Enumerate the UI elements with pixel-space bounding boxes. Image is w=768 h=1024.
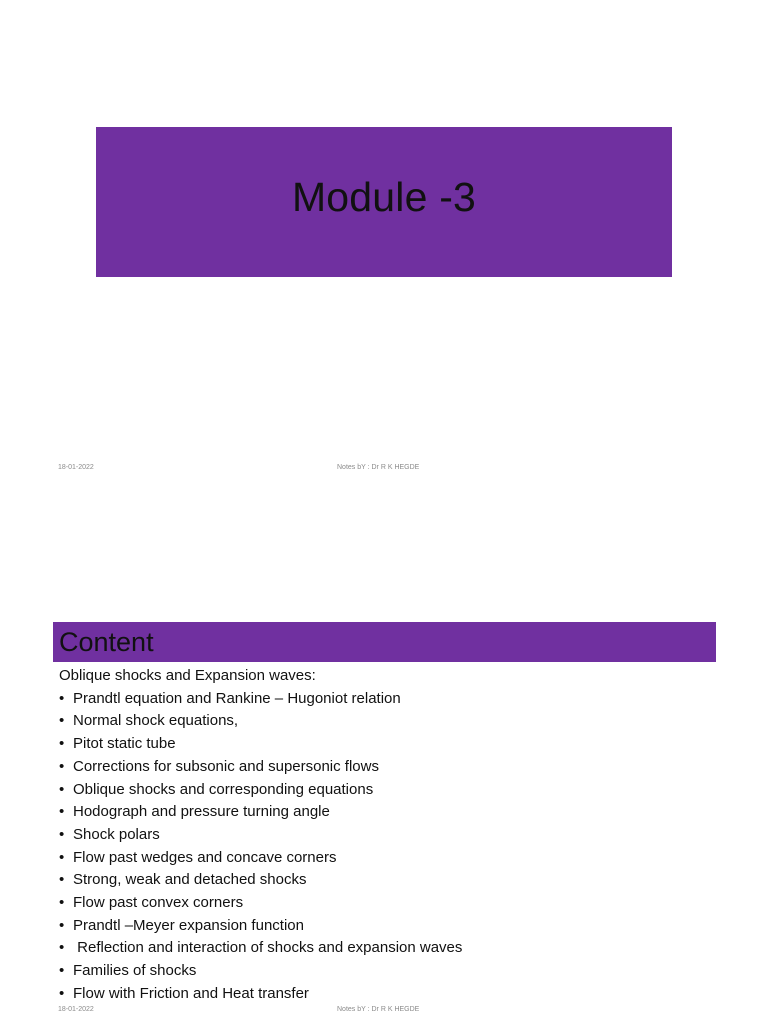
bullet-icon: • [59, 984, 65, 1002]
bullet-icon: • [59, 689, 65, 707]
slide-title-text: Module -3 [291, 173, 477, 220]
bullet-text: Prandtl –Meyer expansion function [73, 916, 304, 934]
bullet-text: Flow past convex corners [73, 894, 244, 912]
slide-footer-notes: Notes bY : Dr R K HEGDE [337, 464, 420, 471]
bullet-text: Pitot static tube [73, 735, 176, 753]
bullet-text: Shock polars [73, 825, 160, 843]
list-item [59, 960, 719, 983]
bullet-icon: • [59, 803, 65, 821]
list-item [59, 892, 719, 915]
bullet-text: Flow with Friction and Heat transfer [73, 984, 309, 1002]
slide-footer-date: 18-01-2022 [58, 1006, 94, 1013]
bullet-icon: • [59, 780, 65, 798]
list-item [59, 824, 719, 847]
list-item [59, 710, 719, 733]
bullet-text: Strong, weak and detached shocks [73, 871, 307, 889]
bullet-text: Flow past wedges and concave corners [73, 848, 337, 866]
list-item [59, 779, 719, 802]
content-intro: Oblique shocks and Expansion waves: [59, 667, 316, 684]
bullet-icon: • [59, 848, 65, 866]
list-item [59, 915, 719, 938]
list-item [59, 801, 719, 824]
bullet-icon: • [59, 916, 65, 934]
bullet-text: Normal shock equations, [73, 712, 239, 730]
bullet-text: Hodograph and pressure turning angle [73, 803, 330, 821]
slide-footer-date: 18-01-2022 [58, 464, 94, 471]
content-header-title: Content [59, 626, 154, 657]
list-item [59, 983, 719, 1006]
content-body [59, 665, 719, 1006]
slide-content [0, 512, 768, 1024]
bullet-icon: • [59, 894, 65, 912]
bullet-icon: • [59, 757, 65, 775]
bullet-text: Reflection and interaction of shocks and expansion waves [73, 939, 463, 957]
content-header-banner [53, 622, 716, 662]
content-bullet-list [59, 688, 719, 1006]
bullet-text: Families of shocks [73, 962, 197, 980]
bullet-icon: • [59, 871, 65, 889]
bullet-icon: • [59, 825, 65, 843]
bullet-icon: • [59, 962, 65, 980]
list-item [59, 937, 719, 960]
bullet-icon: • [59, 939, 65, 957]
list-item [59, 688, 719, 711]
bullet-text: Prandtl equation and Rankine – Hugoniot relation [73, 689, 401, 707]
bullet-icon: • [59, 735, 65, 753]
bullet-text: Oblique shocks and corresponding equations [73, 780, 374, 798]
bullet-icon: • [59, 712, 65, 730]
title-banner [96, 127, 672, 277]
list-item [59, 733, 719, 756]
slide-footer-notes: Notes bY : Dr R K HEGDE [337, 1006, 420, 1013]
list-item [59, 869, 719, 892]
list-item [59, 756, 719, 779]
list-item [59, 847, 719, 870]
bullet-text: Corrections for subsonic and supersonic flows [73, 757, 379, 775]
